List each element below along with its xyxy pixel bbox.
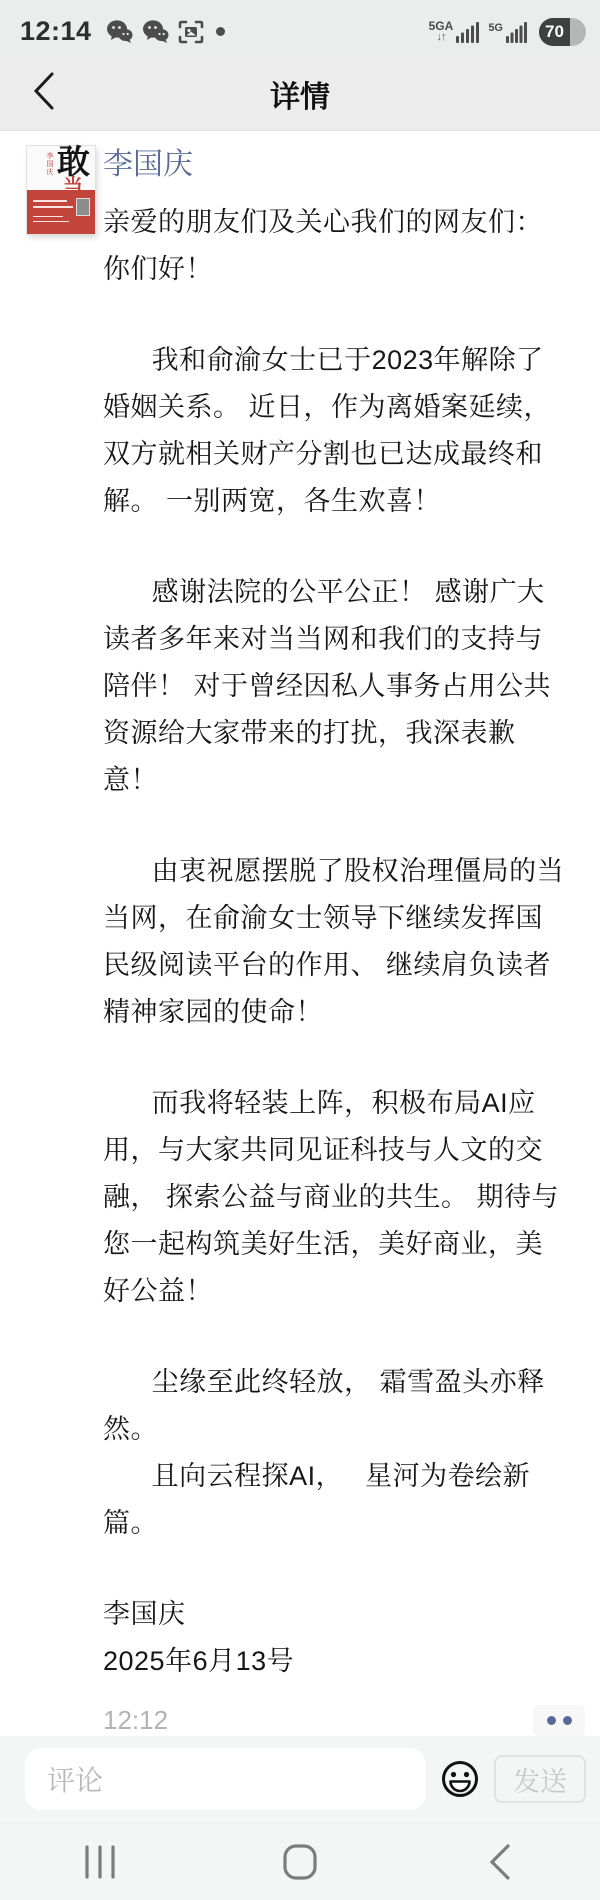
cover-decor-line bbox=[33, 216, 63, 217]
comment-input[interactable] bbox=[25, 1748, 426, 1810]
recents-button[interactable] bbox=[0, 1823, 200, 1900]
cover-decor-line bbox=[33, 221, 69, 222]
battery-icon bbox=[539, 18, 586, 46]
post-line: 感谢法院的公平公正！ 感谢广大读者多年来对当当网和我们的支持与陪伴！ 对于曾经因私人事务占用公共资源给大家带来的打扰，我深表歉意！ bbox=[103, 577, 552, 795]
back-nav-icon bbox=[489, 1844, 511, 1880]
more-button[interactable] bbox=[533, 1705, 585, 1736]
signal-bars-icon bbox=[506, 21, 527, 43]
home-icon bbox=[281, 1844, 319, 1880]
page-title: 详情 bbox=[270, 80, 330, 114]
post-line: 由衷祝愿摆脱了股权治理僵局的当当网，在俞渝女士领导下继续发挥国民级阅读平台的作用、 继续肩负读者精神家园的使命！ bbox=[103, 856, 565, 1027]
post-detail bbox=[0, 131, 600, 1736]
post-poem-line: 且向云程探AI， 星河为卷绘新篇。 bbox=[103, 1461, 531, 1538]
network-5ga bbox=[428, 18, 481, 43]
cover-decor-line bbox=[33, 200, 67, 202]
network-5g-label: 5G bbox=[488, 21, 503, 34]
more-dot-icon bbox=[563, 1716, 572, 1725]
network-5g bbox=[488, 21, 527, 43]
post-date: 2025年6月13号 bbox=[103, 1646, 295, 1676]
screenshot-notification-icon bbox=[178, 20, 204, 44]
signal-bars-icon bbox=[456, 21, 480, 43]
android-nav-bar bbox=[0, 1822, 600, 1900]
data-arrows-icon: ↓↑ bbox=[436, 30, 446, 43]
book-author-small: 李国庆 bbox=[46, 152, 53, 176]
post-line: 我和俞渝女士已于2023年解除了婚姻关系。 近日，作为离婚案延续，双方就相关财产分割也已达成最终和解。 一别两宽，各生欢喜！ bbox=[103, 345, 552, 516]
notification-more-dot bbox=[216, 27, 225, 36]
wechat-notification-icon bbox=[142, 19, 169, 44]
post-poem-line: 尘缘至此终轻放， 霜雪盈头亦释然。 bbox=[103, 1367, 545, 1444]
smiley-icon bbox=[440, 1759, 480, 1799]
notification-icons bbox=[106, 19, 225, 44]
post-line: 而我将轻装上阵，积极布局AI应用，与大家共同见证科技与人文的交融， 探索公益与商业的共生。 期待与您一起构筑美好生活，美好商业，美好公益！ bbox=[103, 1088, 560, 1306]
emoji-button[interactable] bbox=[440, 1759, 480, 1799]
avatar[interactable] bbox=[27, 146, 95, 234]
header bbox=[0, 57, 600, 131]
cover-decor-line bbox=[33, 206, 73, 208]
book-cover-top bbox=[27, 146, 95, 190]
recents-icon bbox=[80, 1845, 120, 1879]
clock: 12:14 bbox=[20, 16, 92, 46]
cover-portrait bbox=[76, 198, 90, 216]
book-cover-bottom bbox=[27, 190, 95, 234]
network-5ga-label: 5GA bbox=[428, 18, 454, 33]
comment-placeholder: 评论 bbox=[47, 1765, 104, 1796]
battery-percent: 70 bbox=[539, 18, 570, 46]
book-title-char: 敢 bbox=[57, 145, 90, 181]
wechat-notification-icon bbox=[106, 19, 133, 44]
back-button[interactable] bbox=[16, 57, 72, 130]
book-title-char-accent: 当 bbox=[63, 176, 83, 198]
post-timestamp: 12:12 bbox=[103, 1705, 169, 1735]
post-line: 亲爱的朋友们及关心我们的网友们： bbox=[103, 207, 543, 237]
back-nav-button[interactable] bbox=[400, 1823, 600, 1900]
post-meta-row bbox=[103, 1705, 585, 1736]
author-name[interactable]: 李国庆 bbox=[103, 148, 193, 181]
more-dot-icon bbox=[547, 1716, 556, 1725]
status-bar bbox=[0, 0, 600, 57]
post-signature: 李国庆 bbox=[103, 1599, 186, 1629]
post-line: 你们好！ bbox=[103, 254, 213, 284]
comment-bar bbox=[0, 1736, 600, 1822]
home-button[interactable] bbox=[200, 1823, 400, 1900]
send-button[interactable]: 发送 bbox=[494, 1755, 586, 1803]
post-body bbox=[103, 147, 567, 1685]
system-status-icons bbox=[429, 18, 586, 46]
